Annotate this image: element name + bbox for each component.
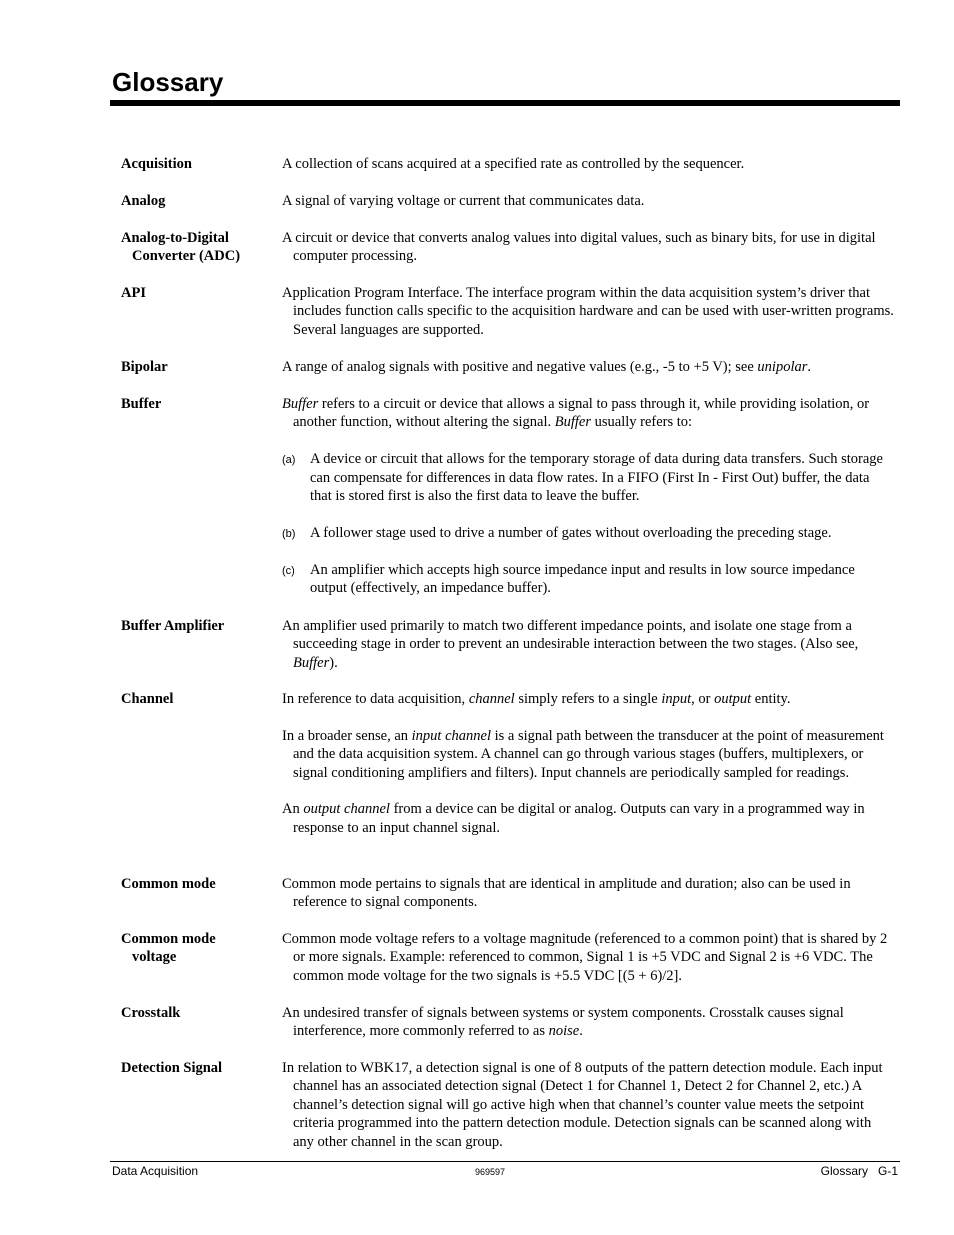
definition-list-item: [282, 450, 894, 505]
definition-text: , or: [691, 691, 715, 707]
glossary-term-text: Crosstalk: [121, 1005, 181, 1021]
glossary-term-continuation: voltage: [132, 949, 177, 966]
emphasized-text: Buffer: [282, 396, 319, 412]
footer-document-number: 969597: [475, 1167, 506, 1177]
definition-paragraph: [282, 875, 894, 912]
list-item-marker: (c): [282, 564, 295, 577]
definition-list-item: [282, 524, 894, 542]
glossary-term-text: API: [121, 285, 146, 301]
glossary-term-text: Analog-to-Digital: [121, 230, 229, 246]
glossary-term-text: Analog: [121, 193, 166, 209]
glossary-definition: [282, 284, 894, 339]
footer-rule: [110, 1161, 900, 1162]
glossary-term-continuation: Converter (ADC): [132, 248, 241, 265]
definition-paragraph: [282, 192, 894, 210]
emphasized-text: input channel: [411, 727, 491, 744]
definition-text: Application Program Interface. The interface program within the data acquisition system’s driver that includes function calls specific to the acquisition hardware and can be used with user-written programs. Several languages are supported.: [282, 285, 894, 338]
definition-text: An: [282, 801, 304, 818]
glossary-definition: [282, 155, 894, 173]
glossary-term: [121, 155, 271, 173]
glossary-term-text: Buffer: [121, 396, 162, 412]
definition-text: An amplifier used primarily to match two different impedance points, and isolate one stage from a succeeding stage in order to prevent an undesirable interaction between the two stages. (Also see,: [282, 618, 859, 653]
emphasized-text: Buffer: [554, 414, 591, 431]
definition-text: is a signal path between the transducer at the point of measurement and the data acquisition system. A channel can go through various stages (buffers, multiplexers, or signal conditioning amplifiers and filters). Input channels are periodically sampled for readings.: [293, 727, 884, 781]
definition-paragraph: [282, 395, 894, 432]
definition-paragraph: [282, 155, 894, 173]
glossary-term: [121, 1004, 271, 1022]
glossary-term-text: Channel: [121, 691, 174, 707]
definition-paragraph: [282, 727, 894, 782]
emphasized-text: output channel: [303, 801, 390, 818]
definition-text: A signal of varying voltage or current that communicates data.: [282, 193, 645, 209]
glossary-term: [121, 875, 271, 893]
definition-paragraph: [282, 800, 894, 837]
footer-left-text: Data Acquisition: [112, 1164, 199, 1178]
definition-paragraph: [282, 229, 894, 266]
definition-list-item: [282, 561, 894, 598]
definition-paragraph: [282, 1059, 894, 1151]
definition-paragraph: [282, 358, 894, 376]
definition-text: .: [579, 1023, 583, 1040]
glossary-term-text: Common mode: [121, 931, 216, 947]
glossary-term-text: Bipolar: [121, 359, 168, 375]
glossary-term: [121, 617, 271, 635]
definition-text: entity.: [751, 691, 791, 707]
emphasized-text: unipolar: [757, 359, 808, 375]
glossary-term-text: Buffer Amplifier: [121, 618, 225, 634]
emphasized-text: noise: [548, 1023, 580, 1040]
glossary-term: [121, 1059, 271, 1077]
definition-text: refers to a circuit or device that allows a signal to pass through it, while providing isolation, or another function, without altering the signal.: [293, 396, 870, 431]
definition-text: from a device can be digital or analog. Outputs can vary in a programmed way in response to an input channel signal.: [293, 801, 865, 836]
glossary-term-text: Detection Signal: [121, 1060, 223, 1076]
emphasized-text: channel: [468, 691, 515, 707]
definition-text: A range of analog signals with positive and negative values (e.g., -5 to +5 V); see: [282, 359, 758, 375]
glossary-definition: [282, 1059, 894, 1151]
definition-text: simply refers to a single: [514, 691, 662, 707]
glossary-definition: [282, 395, 894, 597]
glossary-term: [121, 192, 271, 210]
definition-text: usually refers to:: [591, 414, 693, 431]
definition-text: .: [807, 359, 811, 375]
emphasized-text: Buffer: [293, 654, 330, 671]
glossary-term: [121, 358, 271, 376]
glossary-definition: [282, 358, 894, 376]
definition-text: An amplifier which accepts high source impedance input and results in low source impedance output (effectively, an impedance buffer).: [310, 561, 855, 597]
definition-text: In relation to WBK17, a detection signal is one of 8 outputs of the pattern detection module. Each input channel has an associated detection signal (Detect 1 for Channel 1, Detect 2 for Channel 2, etc.) A channel’s detection signal will go active high when that channel’s counter value meets the setpoint criteria programmed into the pattern detection module. Detection signals can be scanned along with any other channel in the scan group.: [282, 1060, 883, 1150]
definition-text: A collection of scans acquired at a specified rate as controlled by the sequencer.: [282, 156, 745, 172]
glossary-definition: [282, 229, 894, 266]
glossary-definition: [282, 1004, 894, 1041]
glossary-definition: [282, 690, 894, 837]
glossary-term: [121, 395, 271, 413]
emphasized-text: output: [714, 691, 752, 707]
list-item-marker: (a): [282, 454, 296, 467]
definition-text: A device or circuit that allows for the temporary storage of data during data transfers. Such storage can compensate for differences in data flow rates. In a FIFO (First In - First Out) buffer, the data that is stored first is also the first data to leave the buffer.: [310, 451, 883, 505]
definition-paragraph: [282, 690, 894, 708]
emphasized-text: input: [661, 691, 692, 707]
definition-text: A follower stage used to drive a number of gates without overloading the preceding stage.: [310, 524, 832, 541]
definition-text: ).: [329, 654, 338, 671]
definition-text: In a broader sense, an: [282, 727, 412, 744]
definition-text: Common mode pertains to signals that are identical in amplitude and duration; also can be used in reference to signal components.: [282, 876, 851, 911]
definition-text: An undesired transfer of signals between systems or system components. Crosstalk causes signal interference, more commonly referred to as: [282, 1005, 844, 1040]
definition-paragraph: [282, 284, 894, 339]
definition-text: A circuit or device that converts analog values into digital values, such as binary bits, for use in digital computer processing.: [282, 230, 876, 265]
list-item-marker: (b): [282, 527, 296, 540]
title-rule: [110, 100, 900, 106]
definition-paragraph: [282, 930, 894, 985]
definition-paragraph: [282, 1004, 894, 1041]
page-title: Glossary: [112, 67, 224, 97]
glossary-term: [121, 229, 271, 266]
glossary-definition: [282, 875, 894, 912]
glossary-term: [121, 690, 271, 708]
glossary-term-text: Acquisition: [121, 156, 192, 172]
footer-page-label: Glossary G-1: [820, 1164, 898, 1178]
definition-text: In reference to data acquisition,: [282, 691, 469, 707]
glossary-term-text: Common mode: [121, 876, 216, 892]
definition-paragraph: [282, 617, 894, 672]
glossary-term: [121, 284, 271, 302]
glossary-definition: [282, 617, 894, 672]
glossary-term: [121, 930, 271, 967]
definition-text: Common mode voltage refers to a voltage magnitude (referenced to a common point) that is shared by 2 or more signals. Example: referenced to common, Signal 1 is +5 VDC and Signal 2 is +6 VDC. The common mode voltage for the two signals is +5.5 VDC [(5 + 6)/2].: [282, 931, 888, 984]
glossary-definition: [282, 930, 894, 985]
glossary-definition: [282, 192, 894, 210]
